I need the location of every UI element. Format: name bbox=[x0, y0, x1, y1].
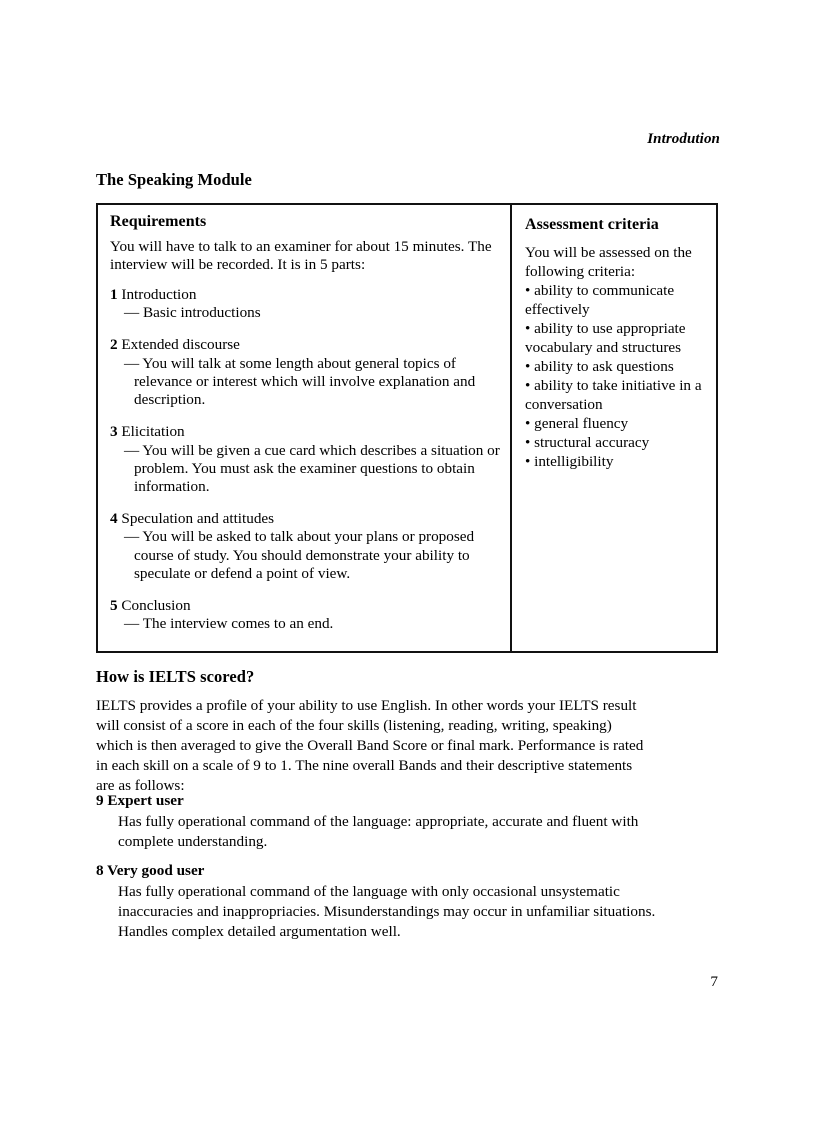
list-item: • structural accuracy bbox=[525, 434, 650, 451]
requirement-part bbox=[110, 597, 500, 633]
part-title-line bbox=[110, 423, 500, 441]
list-item: • ability to take initiative in a conversation bbox=[525, 377, 702, 413]
requirements-column bbox=[98, 205, 512, 651]
requirements-intro: You will have to talk to an examiner for about 15 minutes. The interview will be recorded. It is in 5 parts: bbox=[110, 238, 492, 273]
assessment-criteria-column bbox=[512, 205, 716, 651]
list-item: • ability to ask questions bbox=[525, 358, 674, 375]
part-title-line bbox=[110, 597, 500, 615]
requirement-part bbox=[110, 510, 500, 583]
part-title-line bbox=[110, 286, 500, 304]
assessment-criteria-heading: Assessment criteria bbox=[525, 216, 659, 233]
page-title: The Speaking Module bbox=[96, 170, 252, 189]
page-number: 7 bbox=[710, 973, 718, 990]
part-title-text: Conclusion bbox=[121, 597, 191, 615]
part-title-text: Extended discourse bbox=[121, 336, 240, 354]
requirements-heading: Requirements bbox=[110, 213, 207, 230]
band-descriptor bbox=[96, 861, 661, 942]
band-label: 9 Expert user bbox=[96, 792, 184, 809]
assessment-criteria-list bbox=[525, 281, 708, 471]
part-title-text: Introduction bbox=[121, 285, 197, 303]
assessment-criteria-intro: You will be assessed on the following criteria: bbox=[525, 244, 692, 280]
requirement-part bbox=[110, 286, 500, 322]
list-item: • ability to use appropriate vocabulary and structures bbox=[525, 320, 686, 356]
band-description: Has fully operational command of the language with only occasional unsystematic inaccuracies and inappropriacies. Misunderstandings may occur in unfamiliar situations. Handles complex detailed argumentation well. bbox=[118, 883, 656, 941]
band-description: Has fully operational command of the language: appropriate, accurate and fluent with complete understanding. bbox=[118, 813, 639, 851]
scoring-heading: How is IELTS scored? bbox=[96, 667, 255, 686]
band-descriptor bbox=[96, 791, 661, 852]
part-title-line bbox=[110, 336, 500, 354]
list-item: • intelligibility bbox=[525, 453, 614, 470]
part-title-text: Elicitation bbox=[121, 423, 185, 441]
part-number: 4 bbox=[110, 510, 118, 528]
part-description: — The interview comes to an end. bbox=[124, 615, 334, 633]
part-description: — You will talk at some length about general topics of relevance or interest which will involve explanation and description. bbox=[124, 354, 476, 409]
part-number: 3 bbox=[110, 423, 118, 441]
requirement-part bbox=[110, 336, 500, 409]
part-number: 2 bbox=[110, 336, 118, 354]
scoring-body-text: IELTS provides a profile of your ability to use English. In other words your IELTS result will consist of a score in each of the four skills (listening, reading, writing, speaking) which is then averaged to give the Overall Band Score or final mark. Performance is rated in each skill on a scale of 9 to 1. The nine overall Bands and their descriptive statements are as follows: bbox=[96, 697, 644, 795]
band-label: 8 Very good user bbox=[96, 862, 205, 879]
part-number: 1 bbox=[110, 285, 118, 303]
list-item: • ability to communicate effectively bbox=[525, 282, 675, 318]
part-description: — Basic introductions bbox=[124, 304, 261, 322]
list-item: • general fluency bbox=[525, 415, 629, 432]
speaking-module-table bbox=[96, 203, 718, 653]
requirement-part bbox=[110, 423, 500, 496]
part-description: — You will be asked to talk about your plans or proposed course of study. You should demonstrate your ability to speculate or defend a point of view. bbox=[124, 528, 475, 582]
part-title-text: Speculation and attitudes bbox=[121, 510, 275, 528]
part-description: — You will be given a cue card which describes a situation or problem. You must ask the examiner questions to obtain information. bbox=[124, 441, 500, 495]
part-number: 5 bbox=[110, 597, 118, 615]
running-head: Introdution bbox=[647, 131, 720, 147]
part-title-line bbox=[110, 510, 500, 528]
